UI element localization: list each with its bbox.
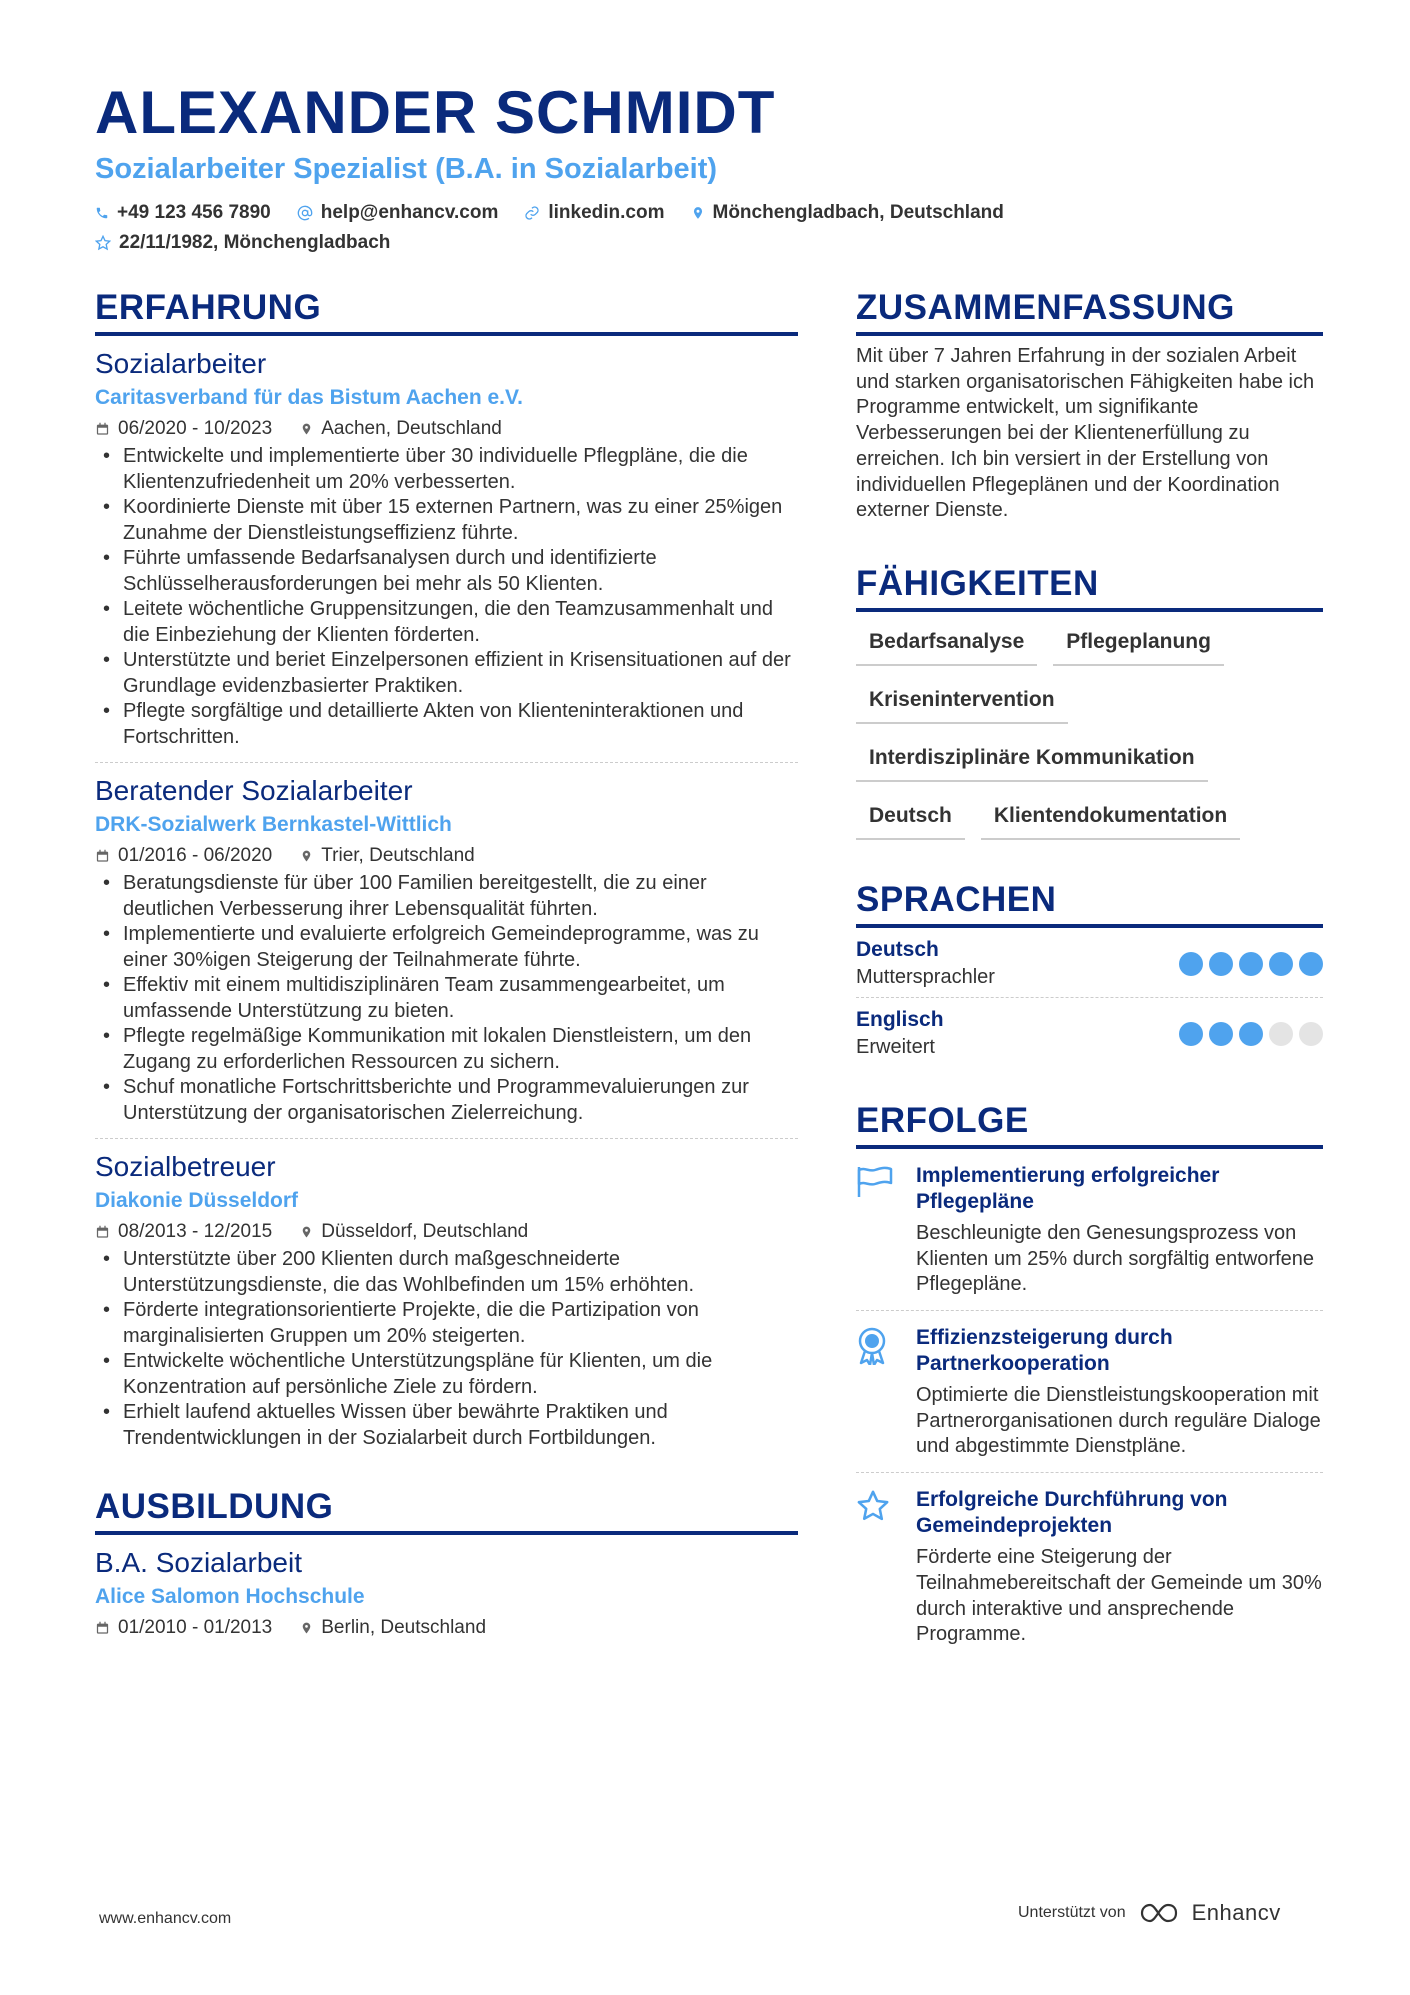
bullet-item: • Unterstützte über 200 Klienten durch maßgeschneiderte Unterstützungsdienste, die das Wohlbefinden um 15% erhöhten. xyxy=(95,1247,798,1298)
candidate-name: ALEXANDER SCHMIDT xyxy=(95,79,776,146)
language-name: Deutsch xyxy=(856,937,939,961)
bullet-item: • Schuf monatliche Fortschrittsberichte und Programmevaluierungen zur Unterstützung der organisatorischen Zielerreichung. xyxy=(95,1075,798,1126)
bullet-item: • Entwickelte und implementierte über 30 individuelle Pflegpläne, die die Klientenzufriedenheit um 20% verbesserten. xyxy=(95,444,798,495)
left-column xyxy=(95,288,798,1663)
bullet-item: • Leitete wöchentliche Gruppensitzungen, die den Teamzusammenhalt und die Einbeziehung der Klienten förderten. xyxy=(95,597,798,648)
job-entry xyxy=(95,1151,798,1463)
job-meta xyxy=(95,418,798,440)
skill-tag: Interdisziplinäre Kommunikation xyxy=(856,742,1208,782)
calendar-icon xyxy=(95,848,110,864)
skills-list xyxy=(856,626,1323,840)
bullet-item: • Unterstützte und beriet Einzelpersonen effizient in Krisensituationen auf der Grundlage evidenzbasierter Praktiken. xyxy=(95,648,798,699)
skill-tag: Pflegeplanung xyxy=(1053,626,1224,666)
skill-tag: Deutsch xyxy=(856,800,965,840)
phone-text: +49 123 456 7890 xyxy=(117,202,271,223)
languages-section-title: SPRACHEN xyxy=(856,880,1323,928)
bullet-item: • Pflegte regelmäßige Kommunikation mit lokalen Dienstleistern, um den Zugang zu erforderlichen Ressourcen zu sichern. xyxy=(95,1024,798,1075)
job-entry xyxy=(95,348,798,763)
achievement-desc: Förderte eine Steigerung der Teilnahmebereitschaft der Gemeinde um 30% durch interaktive und ansprechende Programme. xyxy=(916,1546,1322,1646)
footer-branding xyxy=(1018,1900,1281,1926)
school-name: Alice Salomon Hochschule xyxy=(95,1585,365,1608)
bullet-item: • Führte umfassende Bedarfsanalysen durch und identifizierte Schlüsselherausforderungen bei mehr als 50 Klienten. xyxy=(95,546,798,597)
bullet-item: • Beratungsdienste für über 100 Familien bereitgestellt, die zu einer deutlichen Verbesserung ihrer Lebensqualität führten. xyxy=(95,871,798,922)
bullet-item: • Entwickelte wöchentliche Unterstützungspläne für Klienten, um die Konzentration auf persönliche Ziele zu fördern. xyxy=(95,1349,798,1400)
summary-section-title: ZUSAMMENFASSUNG xyxy=(856,288,1323,336)
job-bullets xyxy=(95,1247,798,1451)
star-icon xyxy=(856,1489,890,1523)
calendar-icon xyxy=(95,1620,110,1636)
job-dates-text: 08/2013 - 12/2015 xyxy=(118,1221,273,1242)
job-dates xyxy=(95,845,272,867)
rating-dot-filled xyxy=(1239,952,1263,976)
bullet-item: • Koordinierte Dienste mit über 15 externen Partnern, was zu einer 25%igen Zunahme der Dienstleistungseffizienz führte. xyxy=(95,495,798,546)
rating-dot-empty xyxy=(1269,1022,1293,1046)
contact-linkedin[interactable] xyxy=(524,202,664,224)
resume-header xyxy=(95,78,1325,254)
job-bullets xyxy=(95,444,798,750)
flag-icon xyxy=(856,1165,894,1199)
achievement-entry xyxy=(856,1311,1323,1473)
job-location-text: Trier, Deutschland xyxy=(321,845,475,866)
rating-dot-filled xyxy=(1299,952,1323,976)
link-icon xyxy=(524,205,540,221)
candidate-subtitle: Sozialarbeiter Spezialist (B.A. in Sozialarbeit) xyxy=(95,153,718,185)
location-pin-icon xyxy=(300,1620,313,1636)
job-entry xyxy=(95,775,798,1139)
location-pin-icon xyxy=(300,848,313,864)
language-rating xyxy=(1173,952,1323,976)
skill-tag: Bedarfsanalyse xyxy=(856,626,1037,666)
job-dates xyxy=(95,418,272,440)
bullet-item: • Implementierte und evaluierte erfolgreich Gemeindeprogramme, was zu einer 30%igen Steigerung der Teilnahmerate führte. xyxy=(95,922,798,973)
experience-section-title: ERFAHRUNG xyxy=(95,288,798,336)
language-entry xyxy=(856,998,1323,1067)
at-icon xyxy=(297,205,313,221)
rating-dot-filled xyxy=(1239,1022,1263,1046)
skills-section-title: FÄHIGKEITEN xyxy=(856,564,1323,612)
language-level: Erweitert xyxy=(856,1035,935,1058)
degree-title: B.A. Sozialarbeit xyxy=(95,1547,302,1578)
star-outline-icon xyxy=(95,235,111,251)
rating-dot-filled xyxy=(1179,952,1203,976)
job-company: Diakonie Düsseldorf xyxy=(95,1189,299,1212)
skill-tag: Krisenintervention xyxy=(856,684,1068,724)
linkedin-text: linkedin.com xyxy=(548,202,665,223)
contact-info xyxy=(95,202,1325,254)
calendar-icon xyxy=(95,421,110,437)
bullet-item: • Pflegte sorgfältige und detaillierte Akten von Klienteninteraktionen und Fortschritten. xyxy=(95,699,798,750)
location-text: Mönchengladbach, Deutschland xyxy=(712,202,1004,223)
birth-text: 22/11/1982, Mönchengladbach xyxy=(119,232,391,253)
phone-icon xyxy=(95,206,109,220)
achievement-entry xyxy=(856,1473,1323,1660)
job-meta xyxy=(95,845,798,867)
education-dates-text: 01/2010 - 01/2013 xyxy=(118,1617,273,1638)
achievement-desc: Beschleunigte den Genesungsprozess von Klienten um 25% durch sorgfältig entworfene Pflegepläne. xyxy=(916,1221,1315,1296)
calendar-icon xyxy=(95,1224,110,1240)
achievements-section-title: ERFOLGE xyxy=(856,1101,1323,1149)
award-icon xyxy=(856,1327,888,1365)
job-location xyxy=(300,1221,528,1243)
job-location-text: Düsseldorf, Deutschland xyxy=(321,1221,529,1242)
job-title: Sozialarbeiter xyxy=(95,348,267,379)
contact-birth xyxy=(95,232,390,254)
bullet-item: • Erhielt laufend aktuelles Wissen über bewährte Praktiken und Trendentwicklungen in der Sozialarbeit durch Fortbildungen. xyxy=(95,1400,798,1451)
language-entry xyxy=(856,928,1323,998)
rating-dot-empty xyxy=(1299,1022,1323,1046)
achievement-desc: Optimierte die Dienstleistungskooperation mit Partnerorganisationen durch reguläre Dialoge und abgestimmte Dienstpläne. xyxy=(916,1384,1321,1458)
email-text: help@enhancv.com xyxy=(320,202,499,223)
achievement-title: Effizienzsteigerung durch Partnerkooperation xyxy=(916,1326,1173,1376)
job-dates xyxy=(95,1221,272,1243)
rating-dot-filled xyxy=(1209,1022,1233,1046)
job-dates-text: 01/2016 - 06/2020 xyxy=(118,845,273,866)
achievement-entry xyxy=(856,1149,1323,1311)
contact-location xyxy=(691,202,1004,224)
education-location xyxy=(300,1617,486,1639)
powered-by-text: Unterstützt von xyxy=(1018,1904,1126,1921)
job-location xyxy=(300,845,474,867)
education-dates xyxy=(95,1617,272,1639)
education-meta xyxy=(95,1617,798,1639)
job-location xyxy=(300,418,502,440)
enhancv-logo-icon xyxy=(1138,1901,1184,1925)
footer-website[interactable]: www.enhancv.com xyxy=(99,1910,232,1927)
achievement-title: Erfolgreiche Durchführung von Gemeindeprojekten xyxy=(916,1488,1228,1538)
language-name: Englisch xyxy=(856,1007,944,1031)
achievement-icon-wrap xyxy=(856,1163,916,1298)
education-location-text: Berlin, Deutschland xyxy=(321,1617,487,1638)
contact-email[interactable] xyxy=(297,202,499,224)
rating-dot-filled xyxy=(1179,1022,1203,1046)
job-dates-text: 06/2020 - 10/2023 xyxy=(118,418,273,439)
achievement-title: Implementierung erfolgreicher Pflegepläne xyxy=(916,1163,1220,1213)
location-pin-icon xyxy=(691,205,705,221)
rating-dot-filled xyxy=(1209,952,1233,976)
job-location-text: Aachen, Deutschland xyxy=(321,418,502,439)
rating-dot-filled xyxy=(1269,952,1293,976)
achievement-icon-wrap xyxy=(856,1487,916,1648)
contact-phone[interactable] xyxy=(95,202,271,224)
job-company: Caritasverband für das Bistum Aachen e.V. xyxy=(95,386,523,409)
education-section-title: AUSBILDUNG xyxy=(95,1487,798,1535)
skill-tag: Klientendokumentation xyxy=(981,800,1240,840)
summary-text: Mit über 7 Jahren Erfahrung in der sozialen Arbeit und starken organisatorischen Fähigkeiten habe ich Programme entwickelt, um signifikante Verbesserungen bei der Klientenerfüllung zu erreichen. Ich bin versiert in der Erstellung von individuellen Pflegeplänen und der Koordination externer Dienste. xyxy=(856,345,1315,522)
job-meta xyxy=(95,1221,798,1243)
right-column xyxy=(856,288,1323,1660)
location-pin-icon xyxy=(300,1224,313,1240)
language-level: Muttersprachler xyxy=(856,965,995,988)
language-rating xyxy=(1173,1022,1323,1046)
job-bullets xyxy=(95,871,798,1126)
education-entry xyxy=(95,1547,798,1651)
bullet-item: • Förderte integrationsorientierte Projekte, die die Partizipation von marginalisierten Gruppen um 20% steigerten. xyxy=(95,1298,798,1349)
job-title: Beratender Sozialarbeiter xyxy=(95,775,413,806)
bullet-item: • Effektiv mit einem multidisziplinären Team zusammengearbeitet, um umfassende Unterstützung zu bieten. xyxy=(95,973,798,1024)
location-pin-icon xyxy=(300,421,313,437)
achievement-icon-wrap xyxy=(856,1325,916,1460)
job-title: Sozialbetreuer xyxy=(95,1151,276,1182)
brand-name: Enhancv xyxy=(1191,1900,1281,1925)
job-company: DRK-Sozialwerk Bernkastel-Wittlich xyxy=(95,813,452,836)
